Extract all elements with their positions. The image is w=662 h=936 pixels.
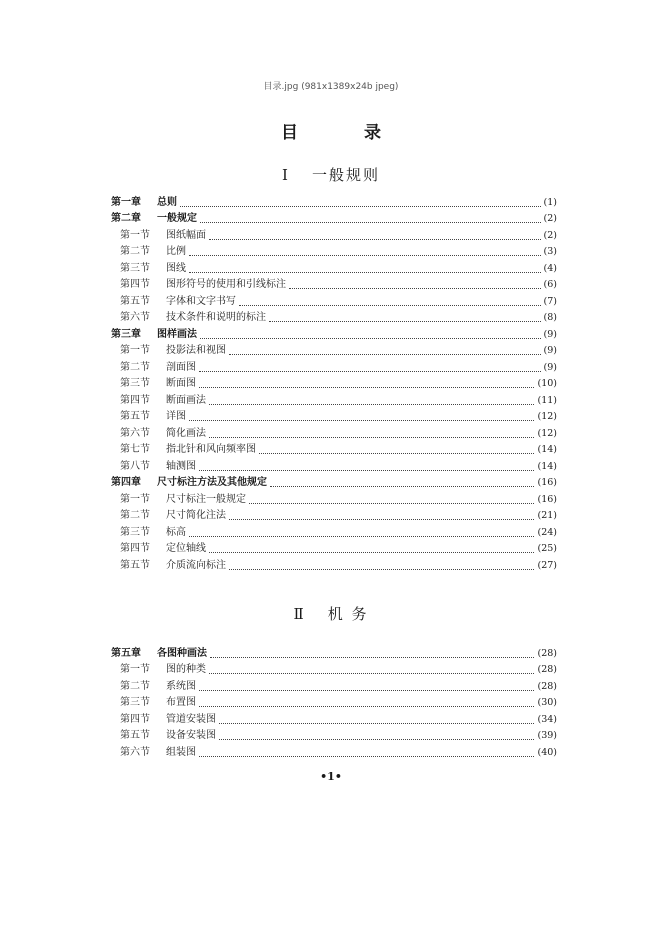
dot-leader — [199, 379, 534, 388]
toc-entry-title: 技术条件和说明的标注 — [166, 312, 266, 323]
toc-entry-title: 设备安装图 — [166, 730, 216, 741]
toc-entry-label: 第二章 — [111, 213, 141, 224]
toc-entry-label: 第二节 — [120, 361, 150, 373]
toc-entry-page: (16) — [537, 493, 557, 505]
toc-entry-title: 系统图 — [166, 680, 196, 692]
toc-entry-label: 第七节 — [120, 444, 150, 455]
toc-entry-label: 第五节 — [120, 411, 150, 422]
toc-entry-title: 一般规定 — [157, 213, 197, 224]
toc-entry-title: 图纸幅面 — [166, 229, 206, 241]
dot-leader — [189, 247, 541, 256]
toc-entry-page: (34) — [537, 713, 557, 725]
toc-entry-page: (14) — [537, 444, 557, 455]
toc-entry-title: 图的种类 — [166, 664, 206, 675]
toc-entry-page: (1) — [543, 196, 557, 208]
toc-entry-page: (9) — [543, 345, 557, 356]
toc-entry-page: (3) — [543, 246, 557, 257]
toc-entry-section — [111, 390, 557, 407]
toc-entry-title: 尺寸简化注法 — [166, 510, 226, 521]
toc-entry-title: 详图 — [166, 411, 186, 422]
toc-entry-section — [111, 225, 557, 242]
toc-entry-label: 第一章 — [111, 196, 141, 208]
toc-entry-label: 第二节 — [120, 246, 150, 257]
dot-leader — [229, 511, 534, 520]
toc-entry-label: 第四章 — [111, 477, 141, 488]
part-number: Ⅱ — [293, 605, 306, 623]
toc-entry-label: 第二节 — [120, 510, 150, 521]
image-filename-caption: 目录.jpg (981x1389x24b jpeg) — [263, 82, 399, 92]
toc-entry-section — [111, 676, 557, 693]
toc-entry-label: 第一节 — [120, 664, 150, 675]
toc-entry-title: 总则 — [157, 196, 177, 208]
dot-leader — [209, 231, 541, 240]
toc-entry-label: 第一节 — [120, 229, 150, 241]
toc-entry-title: 比例 — [166, 246, 186, 257]
toc-entry-label: 第三章 — [111, 328, 141, 340]
toc-entry-section — [111, 489, 557, 506]
page-number: •1• — [320, 770, 342, 783]
toc-entry-section — [111, 693, 557, 710]
dot-leader — [210, 649, 534, 658]
toc-entry-page: (24) — [537, 526, 557, 538]
toc-entry-title: 图形符号的使用和引线标注 — [166, 279, 286, 290]
dot-leader — [219, 731, 534, 740]
toc-part-2 — [111, 643, 557, 759]
toc-entry-page: (28) — [537, 664, 557, 675]
dot-leader — [270, 478, 534, 487]
toc-entry-label: 第五章 — [111, 647, 141, 659]
dot-leader — [209, 544, 534, 553]
dot-leader — [189, 528, 534, 537]
toc-entry-section — [111, 726, 557, 743]
dot-leader — [199, 698, 534, 707]
dot-leader — [209, 429, 534, 438]
toc-entry-title: 字体和文字书写 — [166, 295, 236, 307]
toc-entry-section — [111, 709, 557, 726]
toc-entry-title: 图样画法 — [157, 328, 197, 340]
toc-entry-label: 第四节 — [120, 713, 150, 725]
toc-entry-label: 第五节 — [120, 559, 150, 571]
toc-entry-section — [111, 423, 557, 440]
dot-leader — [200, 214, 541, 223]
toc-entry-label: 第五节 — [120, 730, 150, 741]
dot-leader — [219, 715, 534, 724]
toc-entry-label: 第五节 — [120, 295, 150, 307]
toc-part-1 — [111, 192, 557, 572]
dot-leader — [259, 445, 534, 454]
dot-leader — [209, 396, 534, 405]
toc-entry-page: (27) — [537, 559, 557, 571]
toc-entry-page: (10) — [537, 378, 557, 389]
toc-entry-chapter — [111, 192, 557, 209]
toc-entry-section — [111, 275, 557, 292]
toc-entry-section — [111, 456, 557, 473]
toc-entry-title: 图线 — [166, 262, 186, 274]
toc-entry-title: 轴测图 — [166, 460, 196, 472]
toc-entry-section — [111, 555, 557, 572]
toc-entry-title: 投影法和视图 — [166, 345, 226, 356]
dot-leader — [229, 561, 534, 570]
toc-entry-section — [111, 341, 557, 358]
part-name: 一般规则 — [311, 166, 380, 184]
toc-entry-page: (12) — [537, 427, 557, 439]
toc-entry-label: 第八节 — [120, 460, 150, 472]
toc-entry-label: 第三节 — [120, 526, 150, 538]
toc-entry-label: 第四节 — [120, 543, 150, 554]
dot-leader — [199, 748, 534, 757]
toc-entry-title: 布置图 — [166, 697, 196, 708]
toc-entry-chapter — [111, 324, 557, 341]
toc-entry-title: 介质流向标注 — [166, 559, 226, 571]
toc-entry-page: (25) — [537, 543, 557, 554]
dot-leader — [199, 363, 541, 372]
dot-leader — [200, 330, 541, 339]
dot-leader — [180, 198, 541, 207]
toc-entry-page: (8) — [543, 312, 557, 323]
toc-entry-label: 第三节 — [120, 697, 150, 708]
toc-entry-section — [111, 291, 557, 308]
toc-entry-section — [111, 258, 557, 275]
toc-entry-title: 组装图 — [166, 746, 196, 758]
dot-leader — [249, 495, 534, 504]
toc-entry-page: (11) — [537, 394, 557, 406]
dot-leader — [189, 264, 541, 273]
toc-entry-section — [111, 407, 557, 424]
toc-entry-page: (6) — [543, 279, 557, 290]
toc-entry-section — [111, 506, 557, 523]
toc-entry-page: (39) — [537, 730, 557, 741]
toc-entry-section — [111, 308, 557, 325]
toc-entry-page: (9) — [543, 361, 557, 373]
toc-entry-title: 简化画法 — [166, 427, 206, 439]
part-number: Ⅰ — [282, 166, 290, 184]
toc-entry-label: 第二节 — [120, 680, 150, 692]
toc-entry-chapter — [111, 643, 557, 660]
toc-entry-page: (2) — [543, 229, 557, 241]
toc-entry-title: 定位轴线 — [166, 543, 206, 554]
toc-entry-page: (14) — [537, 460, 557, 472]
toc-entry-page: (28) — [537, 680, 557, 692]
dot-leader — [189, 412, 534, 421]
toc-entry-page: (12) — [537, 411, 557, 422]
toc-entry-page: (4) — [543, 262, 557, 274]
dot-leader — [199, 462, 534, 471]
toc-entry-title: 断面图 — [166, 378, 196, 389]
toc-entry-chapter — [111, 209, 557, 226]
toc-entry-label: 第六节 — [120, 746, 150, 758]
toc-entry-page: (40) — [537, 746, 557, 758]
toc-entry-page: (30) — [537, 697, 557, 708]
toc-entry-page: (7) — [543, 295, 557, 307]
toc-entry-label: 第四节 — [120, 394, 150, 406]
toc-entry-label: 第四节 — [120, 279, 150, 290]
part-name: 机 务 — [327, 605, 369, 623]
toc-entry-section — [111, 357, 557, 374]
dot-leader — [199, 682, 534, 691]
toc-entry-page: (2) — [543, 213, 557, 224]
toc-entry-label: 第三节 — [120, 378, 150, 389]
toc-entry-chapter — [111, 473, 557, 490]
toc-entry-label: 第六节 — [120, 427, 150, 439]
dot-leader — [269, 313, 541, 322]
toc-entry-title: 断面画法 — [166, 394, 206, 406]
dot-leader — [289, 280, 541, 289]
toc-entry-page: (28) — [537, 647, 557, 659]
page-title: 目 录 — [281, 123, 411, 143]
toc-entry-label: 第三节 — [120, 262, 150, 274]
toc-entry-title: 尺寸标注方法及其他规定 — [157, 477, 267, 488]
toc-entry-label: 第一节 — [120, 345, 150, 356]
toc-entry-page: (16) — [537, 477, 557, 488]
toc-entry-page: (9) — [543, 328, 557, 340]
toc-entry-page: (21) — [537, 510, 557, 521]
toc-entry-label: 第六节 — [120, 312, 150, 323]
toc-entry-title: 各图种画法 — [157, 647, 207, 659]
dot-leader — [239, 297, 541, 306]
part-title-1 — [0, 164, 662, 185]
toc-entry-section — [111, 374, 557, 391]
toc-entry-section — [111, 242, 557, 259]
toc-entry-section — [111, 742, 557, 759]
toc-entry-section — [111, 539, 557, 556]
toc-entry-section — [111, 660, 557, 677]
toc-entry-title: 尺寸标注一般规定 — [166, 493, 246, 505]
dot-leader — [209, 665, 534, 674]
toc-entry-section — [111, 522, 557, 539]
toc-entry-title: 管道安装图 — [166, 713, 216, 725]
toc-entry-section — [111, 440, 557, 457]
toc-entry-title: 指北针和风向频率图 — [166, 444, 256, 455]
part-title-2 — [0, 603, 662, 624]
toc-entry-label: 第一节 — [120, 493, 150, 505]
dot-leader — [229, 346, 541, 355]
toc-entry-title: 标高 — [166, 526, 186, 538]
toc-entry-title: 剖面图 — [166, 361, 196, 373]
